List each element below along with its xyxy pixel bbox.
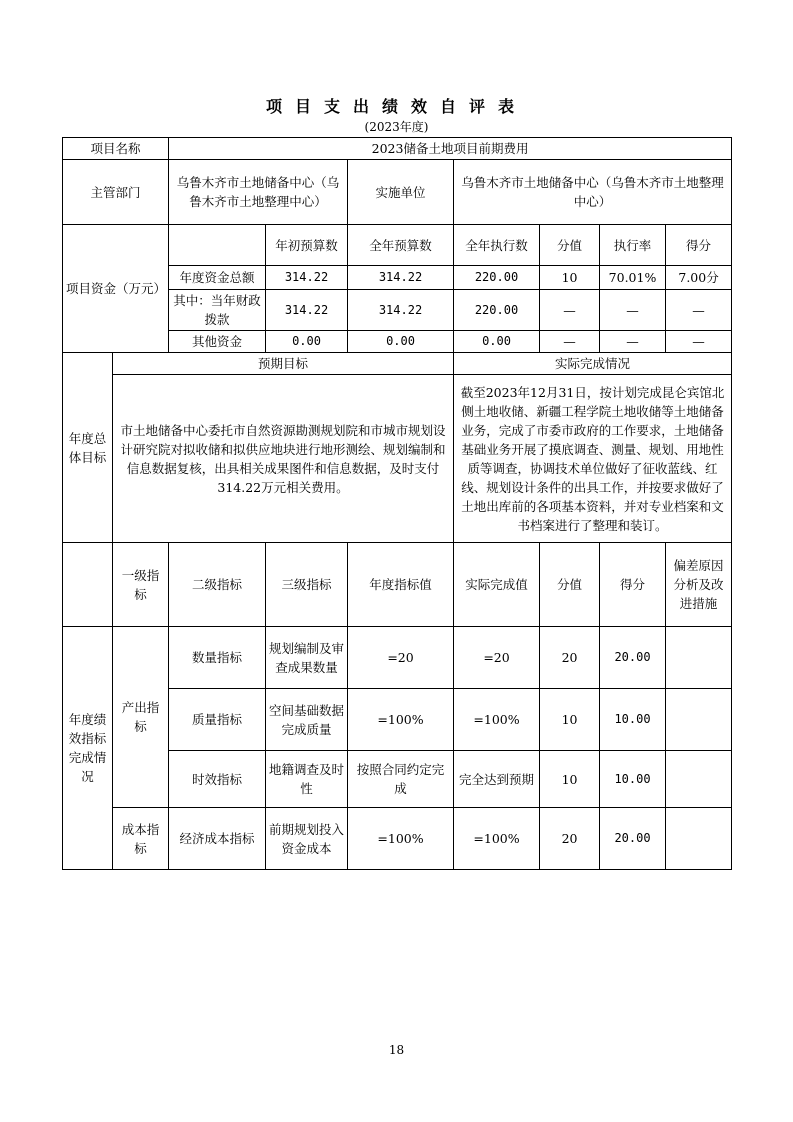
header-score: 得分 <box>600 543 666 627</box>
expected-goal-header: 预期目标 <box>113 353 454 375</box>
page-subtitle-year: (2023年度) <box>364 120 429 134</box>
level3-cell: 规划编制及审查成果数量 <box>266 627 348 689</box>
level3-cell: 地籍调查及时性 <box>266 751 348 808</box>
funds-header-score: 得分 <box>666 225 732 266</box>
level3-cell: 前期规划投入资金成本 <box>266 808 348 870</box>
funds-header-executed: 全年执行数 <box>454 225 540 266</box>
deviation-cell <box>666 808 732 870</box>
page-title: 项目支出绩效自评表 <box>265 97 527 116</box>
overall-content-row <box>63 375 732 543</box>
page-number: 18 <box>388 1043 405 1057</box>
project-name-row <box>63 138 732 160</box>
score-value-cell: 20 <box>540 808 600 870</box>
indicator-header-blank <box>63 543 113 627</box>
funds-row-label: 年度资金总额 <box>169 266 266 290</box>
target-cell: =100% <box>348 689 454 751</box>
indicator-row-quantity <box>63 627 732 689</box>
deviation-cell <box>666 751 732 808</box>
level3-cell: 空间基础数据完成质量 <box>266 689 348 751</box>
project-name-value: 2023储备土地项目前期费用 <box>169 138 732 160</box>
actual-cell: =100% <box>454 808 540 870</box>
funds-initial: 314.22 <box>266 290 348 331</box>
impl-value: 乌鲁木齐市土地储备中心（乌鲁木齐市土地整理中心） <box>454 160 732 225</box>
score-cell: 10.00 <box>600 751 666 808</box>
target-cell: =100% <box>348 808 454 870</box>
funds-header-row <box>63 225 732 266</box>
funds-rate: 70.01% <box>600 266 666 290</box>
header-level1: 一级指标 <box>113 543 169 627</box>
funds-annual: 314.22 <box>348 266 454 290</box>
level2-cell: 数量指标 <box>169 627 266 689</box>
impl-label: 实施单位 <box>348 160 454 225</box>
funds-rate: — <box>600 331 666 353</box>
funds-row-label: 其中：当年财政拨款 <box>169 290 266 331</box>
performance-section-label: 年度绩效指标完成情况 <box>63 627 113 870</box>
indicator-header-row <box>63 543 732 627</box>
funds-initial: 314.22 <box>266 266 348 290</box>
score-value-cell: 10 <box>540 689 600 751</box>
funds-header-rate: 执行率 <box>600 225 666 266</box>
output-indicator-label: 产出指标 <box>113 627 169 808</box>
score-cell: 20.00 <box>600 627 666 689</box>
funds-executed: 220.00 <box>454 290 540 331</box>
deviation-cell <box>666 627 732 689</box>
overall-header-row <box>63 353 732 375</box>
deviation-cell <box>666 689 732 751</box>
score-cell: 10.00 <box>600 689 666 751</box>
funds-score-value: — <box>540 290 600 331</box>
actual-cell: =20 <box>454 627 540 689</box>
level2-cell: 质量指标 <box>169 689 266 751</box>
dept-label: 主管部门 <box>63 160 169 225</box>
indicator-row-cost <box>63 808 732 870</box>
actual-cell: =100% <box>454 689 540 751</box>
funds-header-initial: 年初预算数 <box>266 225 348 266</box>
funds-executed: 0.00 <box>454 331 540 353</box>
level2-cell: 经济成本指标 <box>169 808 266 870</box>
header-target: 年度指标值 <box>348 543 454 627</box>
actual-cell: 完全达到预期 <box>454 751 540 808</box>
funds-score: — <box>666 331 732 353</box>
score-value-cell: 20 <box>540 627 600 689</box>
header-level2: 二级指标 <box>169 543 266 627</box>
funds-header-score-value: 分值 <box>540 225 600 266</box>
cost-indicator-label: 成本指标 <box>113 808 169 870</box>
header-deviation: 偏差原因分析及改进措施 <box>666 543 732 627</box>
funds-annual: 0.00 <box>348 331 454 353</box>
score-value-cell: 10 <box>540 751 600 808</box>
performance-table <box>62 137 732 870</box>
funds-rate: — <box>600 290 666 331</box>
funds-score-value: — <box>540 331 600 353</box>
funds-score: — <box>666 290 732 331</box>
funds-score: 7.00分 <box>666 266 732 290</box>
header-level3: 三级指标 <box>266 543 348 627</box>
overall-label: 年度总体目标 <box>63 353 113 543</box>
level2-cell: 时效指标 <box>169 751 266 808</box>
funds-header-annual: 全年预算数 <box>348 225 454 266</box>
funds-row-label: 其他资金 <box>169 331 266 353</box>
expected-goal-text: 市土地储备中心委托市自然资源勘测规划院和市城市规划设计研究院对拟收储和拟供应地块进行地形测绘、规划编制和信息数据复核，出具相关成果图件和信息数据，及时支付314.22万元相关费用。 <box>113 375 454 543</box>
funds-annual: 314.22 <box>348 290 454 331</box>
project-name-label: 项目名称 <box>63 138 169 160</box>
funds-initial: 0.00 <box>266 331 348 353</box>
actual-completion-header: 实际完成情况 <box>454 353 732 375</box>
header-actual: 实际完成值 <box>454 543 540 627</box>
funds-header-blank <box>169 225 266 266</box>
funds-score-value: 10 <box>540 266 600 290</box>
dept-value: 乌鲁木齐市土地储备中心（乌鲁木齐市土地整理中心） <box>169 160 348 225</box>
actual-completion-text: 截至2023年12月31日，按计划完成昆仑宾馆北侧土地收储、新疆工程学院土地收储等土地储备业务，完成了市委市政府的工作要求，土地储备基础业务开展了摸底调查、测量、规划、用地性质等调查，协调技术单位做好了征收蓝线、红线、规划设计条件的出具工作，并按要求做好了土地出库前的各项基本资料，并对专业档案和文书档案进行了整理和装订。 <box>454 375 732 543</box>
target-cell: 按照合同约定完成 <box>348 751 454 808</box>
funds-label: 项目资金（万元） <box>63 225 169 353</box>
target-cell: =20 <box>348 627 454 689</box>
header-score-value: 分值 <box>540 543 600 627</box>
score-cell: 20.00 <box>600 808 666 870</box>
funds-executed: 220.00 <box>454 266 540 290</box>
department-row <box>63 160 732 225</box>
